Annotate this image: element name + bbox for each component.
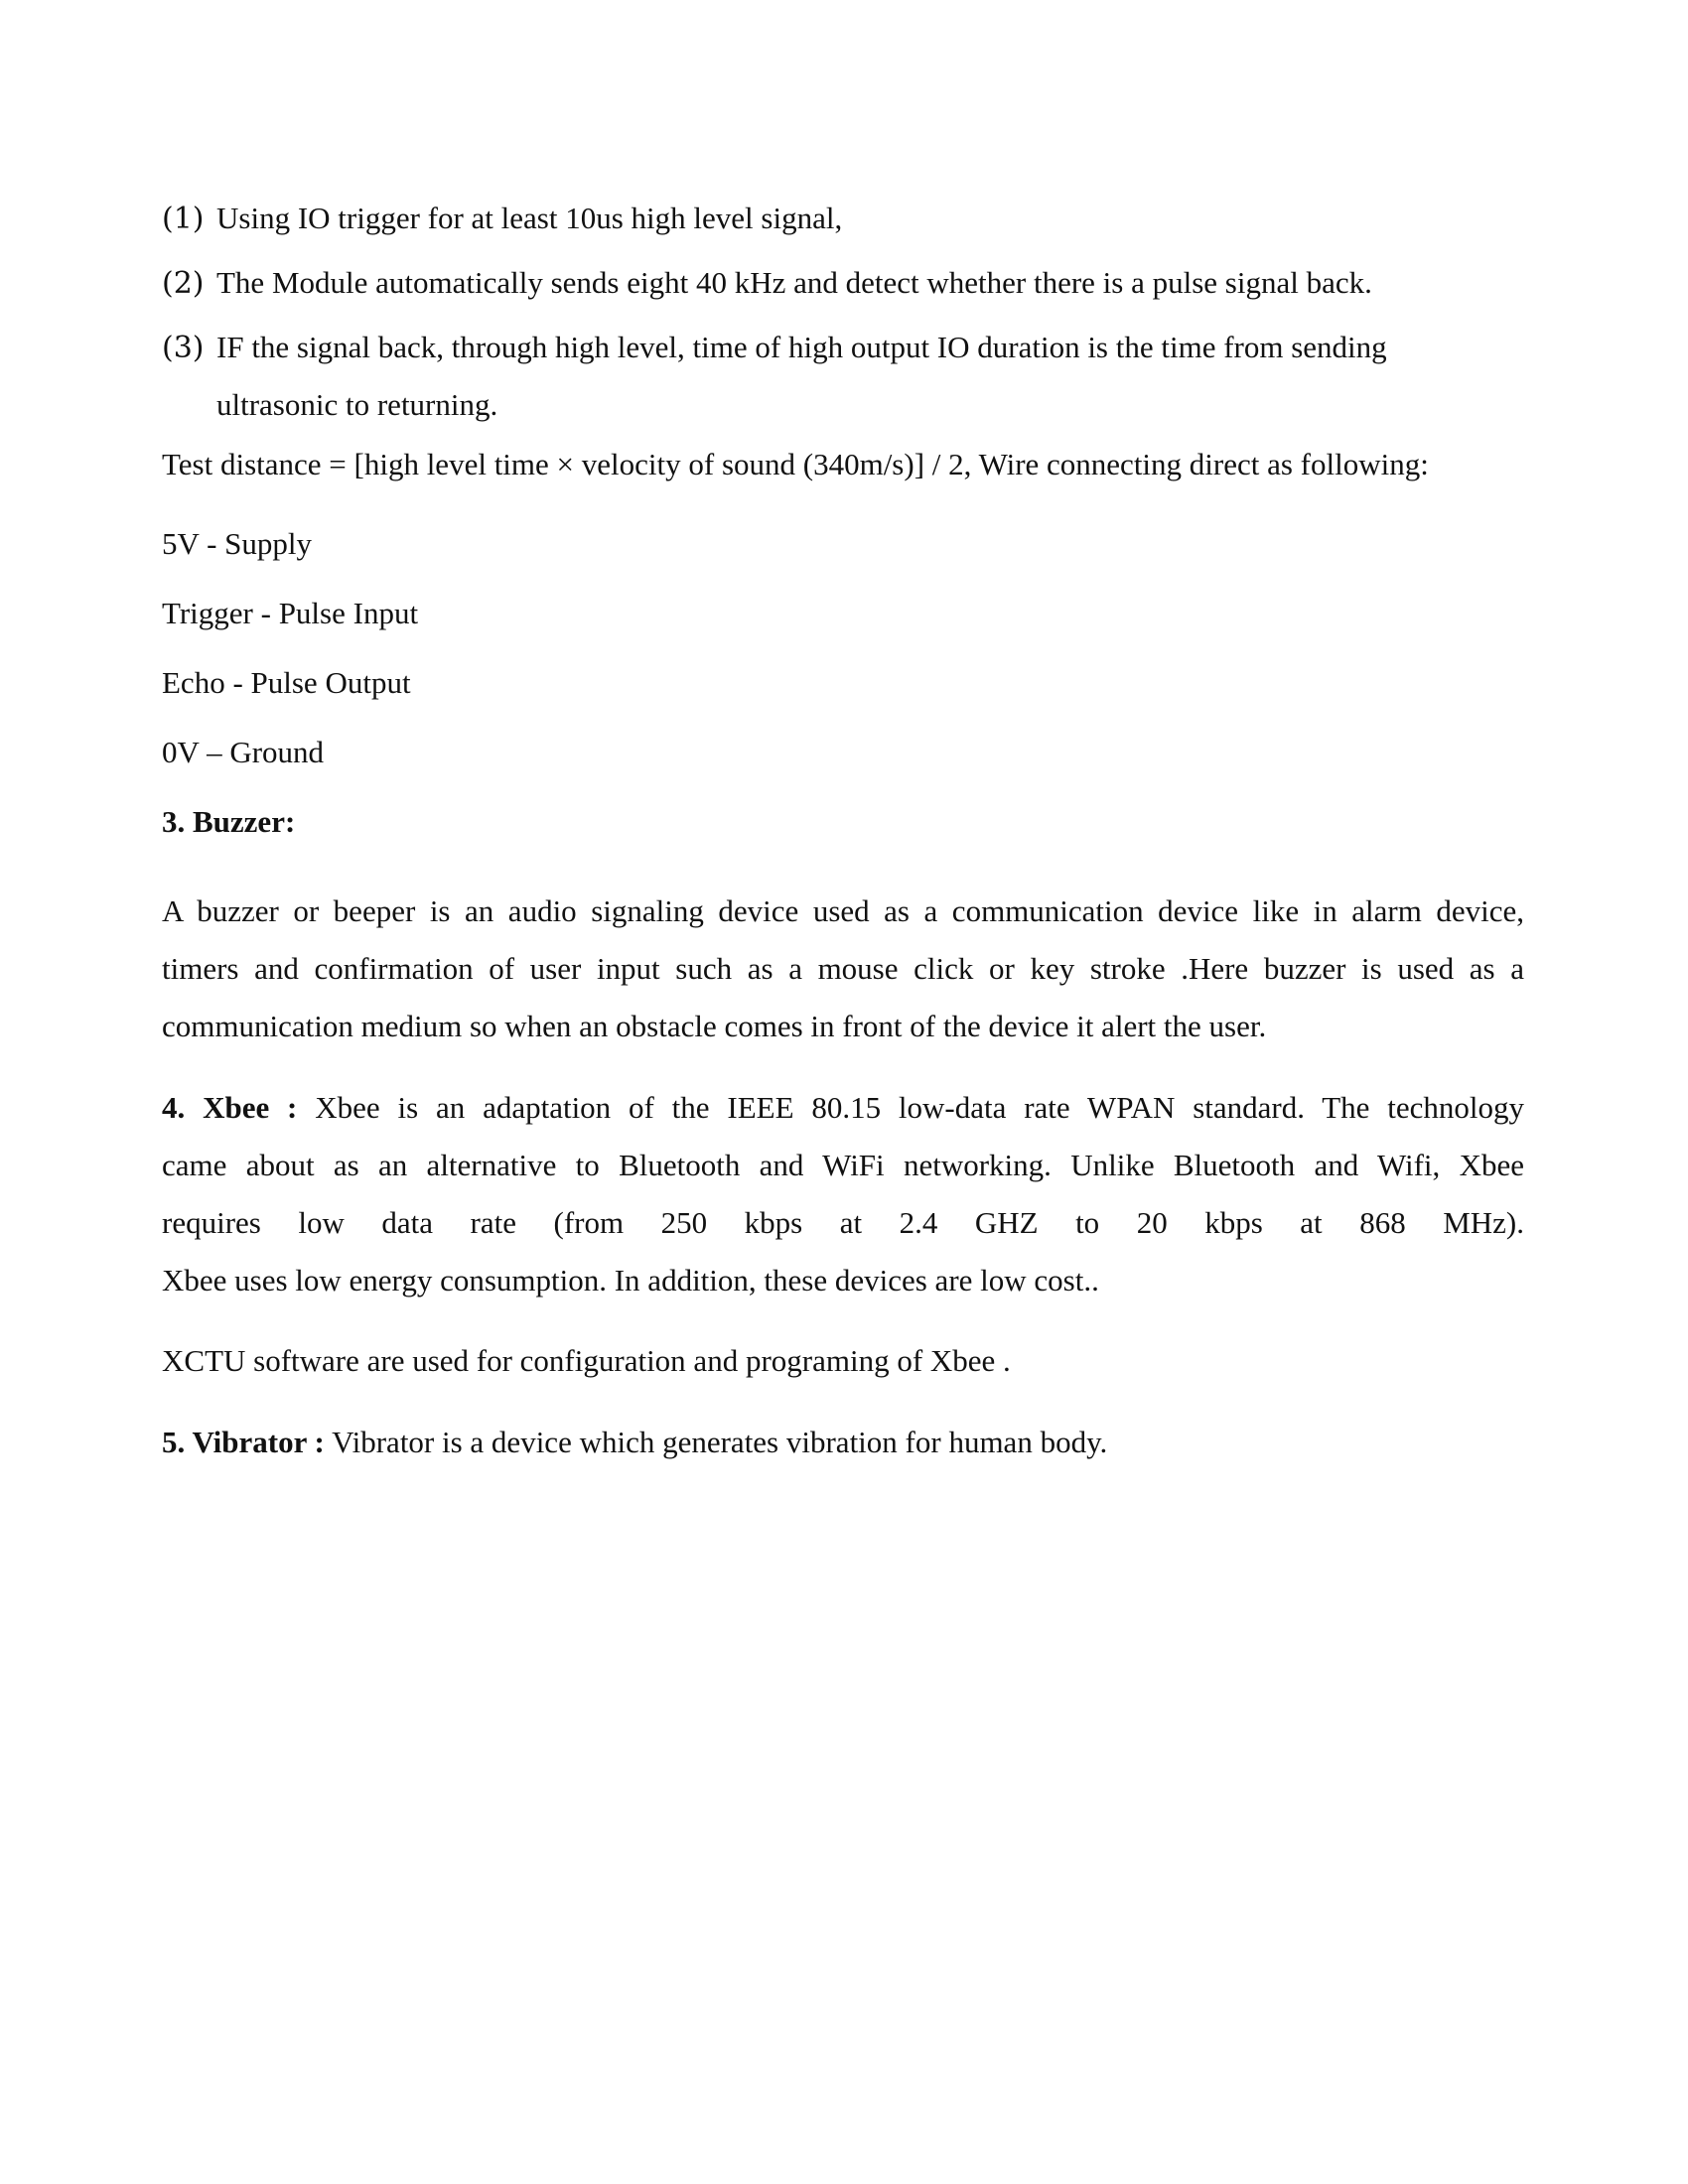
step-1: [162, 199, 842, 239]
buzzer-paragraph-line: communication medium so when an obstacle comes in front of the device it alert the user.: [162, 1009, 1267, 1043]
buzzer-heading: 3. Buzzer:: [162, 804, 296, 839]
step-text: Using IO trigger for at least 10us high level signal,: [216, 201, 843, 235]
xbee-paragraph-line: Xbee uses low energy consumption. In addition, these devices are low cost..: [162, 1263, 1099, 1297]
step-number: (2): [162, 266, 205, 301]
step-number: (1): [162, 202, 205, 236]
buzzer-paragraph-line: A buzzer or beeper is an audio signaling device used as a communication device like in alarm device,: [162, 893, 1524, 928]
step-3: [162, 328, 1387, 368]
xctu-note: XCTU software are used for configuration and programing of Xbee .: [162, 1343, 1011, 1378]
step-3-continuation: ultrasonic to returning.: [216, 387, 498, 422]
xbee-paragraph-line: came about as an alternative to Bluetooth and WiFi networking. Unlike Bluetooth and Wifi, Xbee: [162, 1148, 1524, 1182]
vibrator-heading: 5. Vibrator :: [162, 1425, 325, 1459]
xbee-heading: 4. Xbee :: [162, 1090, 298, 1125]
xbee-paragraph-line: requires low data rate (from 250 kbps at 2.4 GHZ to 20 kbps at 868 MHz).: [162, 1205, 1524, 1240]
wiring-item: Echo - Pulse Output: [162, 665, 411, 700]
xbee-paragraph-line: 4. Xbee : Xbee is an adaptation of the IEEE 80.15 low-data rate WPAN standard. The technology: [162, 1090, 1524, 1125]
test-distance-formula: Test distance = [high level time × velocity of sound (340m/s)] / 2, Wire connecting direct as following:: [162, 447, 1429, 481]
buzzer-paragraph-line: timers and confirmation of user input such as a mouse click or key stroke .Here buzzer is used as a: [162, 951, 1524, 986]
wiring-item: Trigger - Pulse Input: [162, 596, 419, 630]
step-number: (3): [162, 331, 205, 365]
vibrator-paragraph: 5. Vibrator : Vibrator is a device which generates vibration for human body.: [162, 1425, 1108, 1459]
wiring-item: 5V - Supply: [162, 526, 313, 561]
step-2: [162, 263, 1372, 304]
wiring-item: 0V – Ground: [162, 735, 325, 769]
step-text: The Module automatically sends eight 40 kHz and detect whether there is a pulse signal back.: [216, 265, 1372, 300]
step-text: IF the signal back, through high level, time of high output IO duration is the time from sending: [216, 330, 1387, 364]
